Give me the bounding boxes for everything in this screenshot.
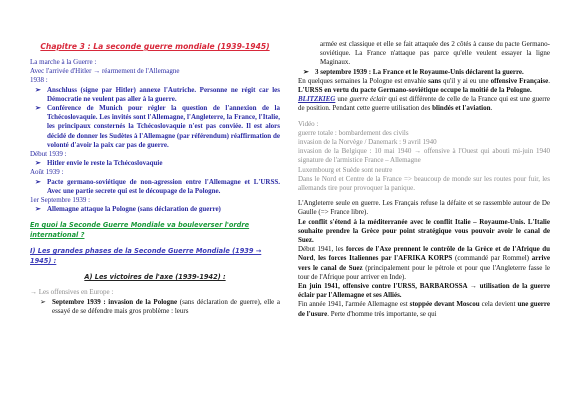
text-span: (principalement pour le pétrole et pour que l'Angleterre fasse le tour de l'Afrique pour arriver en Inde). (298, 263, 550, 281)
debut-1939: Début 1939 : (30, 150, 67, 159)
sept3-item (298, 68, 550, 77)
text-span: forces de l'Axe prennent le contrôle de la Grèce et de l'Afrique du Nord (298, 245, 550, 263)
text-span: qui est différente de celle de la France qui est une guerre de position. Pendant cette guerre utilisation des (298, 95, 551, 113)
video-line: guerre totale : bombardement des civils (298, 128, 409, 137)
arrow-bullet-icon: ➢ (40, 297, 46, 306)
arrival-line: Avec l'arrivée d'Hitler → réarmement de l'Allemagne (30, 67, 180, 76)
en-quelques-paragraph (298, 77, 550, 95)
sept3-text: 3 septembre 1939 : La France et le Royaume-Unis déclarent la guerre. (315, 67, 524, 76)
text-span: L'URSS en vertu du pacte Germano-soviétique occupe la moitié de la Pologne. (298, 86, 532, 95)
text-span: les forces Italiennes par l'AFRIKA KORPS (318, 254, 453, 263)
text-span: stoppée devant Moscou (409, 300, 480, 309)
video-line: Vidéo : (298, 119, 319, 128)
blitzkrieg-paragraph (298, 95, 550, 113)
hitler-text: Hitler envie le reste la Tchécoslovaquie (47, 159, 163, 168)
video-notes (298, 120, 550, 194)
year-1938: 1938 : (30, 76, 48, 85)
fin1941-paragraph (298, 300, 550, 318)
text-span: . Perte d'homme très importante, se qui (327, 309, 437, 318)
chapter-title: Chapitre 3 : La seconde guerre mondiale (1939-1945) (40, 42, 270, 51)
debut1941-paragraph (298, 245, 550, 282)
arrow-bullet-icon: ➢ (35, 159, 41, 168)
pacte-text: Pacte germano-soviétique de non-agression entre l'Allemagne et L'URSS. Avec une partie secrete qui est le découpage de la Pologne. (47, 177, 280, 195)
video-line: invasion de la Belgique : 10 mai 1940 → offensive à l'Ouest qui abouti mi-juin 1940 signature de l'armistice France – Allemagne (298, 147, 550, 165)
arrow-bullet-icon: ➢ (303, 67, 309, 76)
hitler-item (30, 159, 280, 168)
text-span: blindés et l'aviation (432, 104, 491, 113)
sept-bullet-rest: (sans déclaration de guerre), elle a essayé de se défendre mais gros problème : leurs (52, 297, 280, 315)
sept-bullet (30, 298, 280, 316)
text-span: arrive vers le canal de Suez (298, 254, 551, 272)
offensives-heading: → Les offensives en Europe : (30, 288, 114, 297)
aout-1939: Août 1939 : (30, 168, 64, 177)
text-span: offensive Française (490, 76, 549, 85)
text-span: cela devient (479, 300, 518, 309)
arrow-bullet-icon: ➢ (35, 104, 41, 113)
text-span: (commandé par Rommel) (452, 254, 532, 263)
anschluss-text: Anschluss (signe par Hitler) annexe l'Autriche. Personne ne régit car les Démocratie ne veulent pas aller à la guerre. (47, 85, 280, 103)
section-1-heading: I) Les grandes phases de la Seconde Guerre Mondiale (1939 → 1945) : (30, 247, 262, 266)
conflit-paragraph: Le conflit s'étend à la méditerranée avec le conflit Italie – Royaume-Unis. L'Italie souhaite prendre la Grèce pour point stratégique vous pouvoir avoir le canal de Suez. (298, 217, 550, 245)
subsection-a-heading: A) Les victoires de l'axe (1939-1942) : (84, 273, 226, 282)
text-span: guerre éclair (349, 95, 387, 104)
text-span: Début 1941, les (298, 245, 346, 254)
anschluss-item (30, 86, 280, 104)
text-span: . (490, 104, 493, 113)
angleterre-paragraph: L'Angleterre seule en guerre. Les Français refuse la défaite et se rassemble autour de De Gaulle (=> France libre). (298, 199, 550, 217)
pacte-item (30, 178, 280, 196)
arrow-bullet-icon: ➢ (35, 85, 41, 94)
video-line: Luxembourg et Suède sont neutre (298, 165, 393, 174)
march-heading: La marche à la Guerre : (30, 58, 97, 66)
left-column (30, 0, 280, 316)
arrow-bullet-icon: ➢ (35, 205, 41, 214)
sept-bullet-bold: Septembre 1939 : invasion de la Pologne (52, 297, 178, 306)
text-span: Fin année 1941, l'armée Allemagne est (298, 300, 410, 309)
munich-item (30, 104, 280, 150)
arrow-bullet-icon: ➢ (35, 177, 41, 186)
central-question: En quoi la Seconde Guerre Mondiale va bouleverser l'ordre international ? (30, 221, 250, 240)
video-line: invasion de la Norvège / Danemark : 9 avril 1940 (298, 138, 437, 147)
text-span: , (313, 254, 319, 263)
attaque-item (30, 205, 280, 214)
sept-1939: 1er Septembre 1939 : (30, 196, 91, 205)
juin1941-paragraph: En juin 1941, offensive contre l'URSS, BARBAROSSA → utilisation de la guerre éclair par l'Allemagne et ses Alliés. (298, 282, 550, 300)
text-span: une guerre de l'usure (298, 300, 550, 318)
right-column (298, 40, 550, 319)
text-span: . (548, 76, 550, 85)
text-span: sans (428, 76, 441, 85)
munich-text: Conférence de Munich pour régler la question de l'annexion de la Tchécoslovaquie. Les invités sont l'Allemagne, l'Angleterre, la France, l'Italie, les principaux consternés la Tchécoslovaquie n'est pas conviée. Il est alors décidé de donner les Sudètes à l'Allemagne (par référendum) réaffirmation de volonté d'avoir la paix car pas de guerre. (47, 104, 280, 149)
video-line: Dans le Nord et Centre de la France => beaucoup de monde sur les routes pour fuir, les allemands tire pour provoquer la panique. (298, 174, 550, 193)
text-span: En quelques semaines la Pologne est envahie (298, 76, 429, 85)
armee-text: armée est classique et elle se fait attaquée des 2 côtés à cause du pacte Germano-soviétique. La France n'attaque pas parce qu'elle veulent essayer la ligne Maginaux. (320, 40, 550, 67)
text-span: une (335, 95, 350, 104)
text-span: qu'il y ai eu une (440, 76, 491, 85)
attaque-text: Allemagne attaque la Pologne (sans déclaration de guerre) (47, 205, 221, 214)
blitzkrieg-term: BLITZKIEG (298, 95, 336, 104)
